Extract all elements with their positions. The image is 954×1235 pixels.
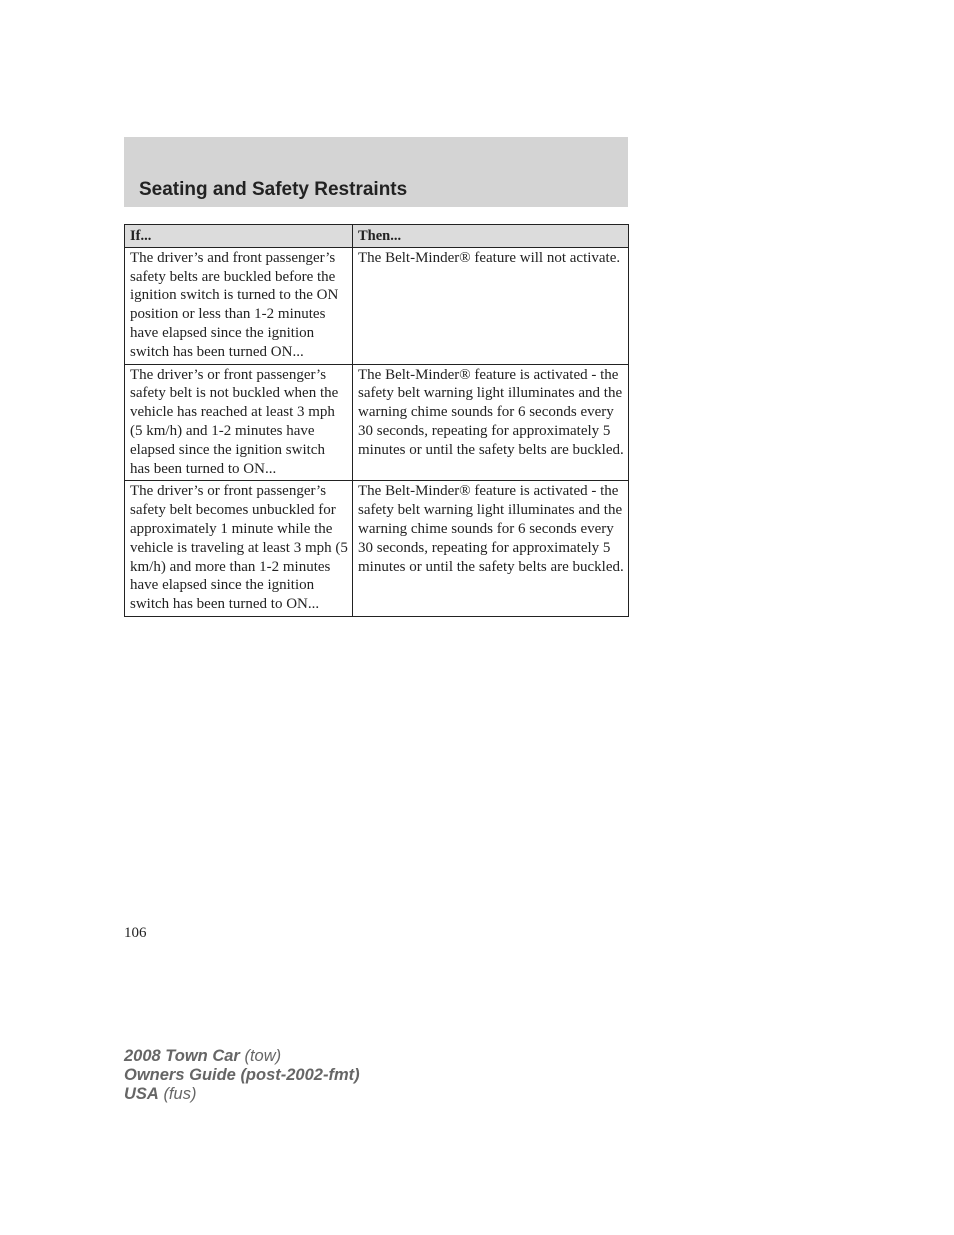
footer-market-code: (fus) (163, 1085, 197, 1103)
result-cell: The Belt-Minder® feature is activated - the safety belt warning light illuminates and the warning chime sounds for 6 seconds every 30 seconds, repeating for approximately 5 minutes or until the safety belts are buckled. (353, 364, 629, 481)
result-cell: The Belt-Minder® feature will not activate. (353, 247, 629, 364)
section-title: Seating and Safety Restraints (139, 179, 408, 200)
table-header-row (125, 225, 629, 248)
table-row (125, 247, 629, 364)
condition-cell: The driver’s and front passenger’s safety belts are buckled before the ignition switch is turned to the ON position or less than 1-2 minutes have elapsed since the ignition switch has been turned ON... (125, 247, 353, 364)
footer-model: 2008 Town Car (124, 1047, 240, 1065)
column-header-if: If... (125, 225, 353, 248)
belt-minder-table (124, 224, 629, 617)
footer-line-market (124, 1085, 360, 1104)
column-header-then: Then... (353, 225, 629, 248)
footer-model-code: (tow) (244, 1047, 282, 1065)
condition-cell: The driver’s or front passenger’s safety belt becomes unbuckled for approximately 1 minute while the vehicle is traveling at least 3 mph (5 km/h) and more than 1-2 minutes have elapsed since the ignition switch has been turned to ON... (125, 481, 353, 617)
section-header-band (124, 137, 628, 207)
condition-cell: The driver’s or front passenger’s safety belt is not buckled when the vehicle has reached at least 3 mph (5 km/h) and 1-2 minutes have elapsed since the ignition switch has been turned to ON... (125, 364, 353, 481)
table-row (125, 364, 629, 481)
footer-line-model (124, 1047, 360, 1066)
page-number: 106 (124, 925, 147, 941)
document-footer (124, 1047, 360, 1104)
result-cell: The Belt-Minder® feature is activated - the safety belt warning light illuminates and the warning chime sounds for 6 seconds every 30 seconds, repeating for approximately 5 minutes or until the safety belts are buckled. (353, 481, 629, 617)
footer-guide: Owners Guide (post-2002-fmt) (124, 1066, 360, 1084)
table-row (125, 481, 629, 617)
footer-market: USA (124, 1085, 159, 1103)
